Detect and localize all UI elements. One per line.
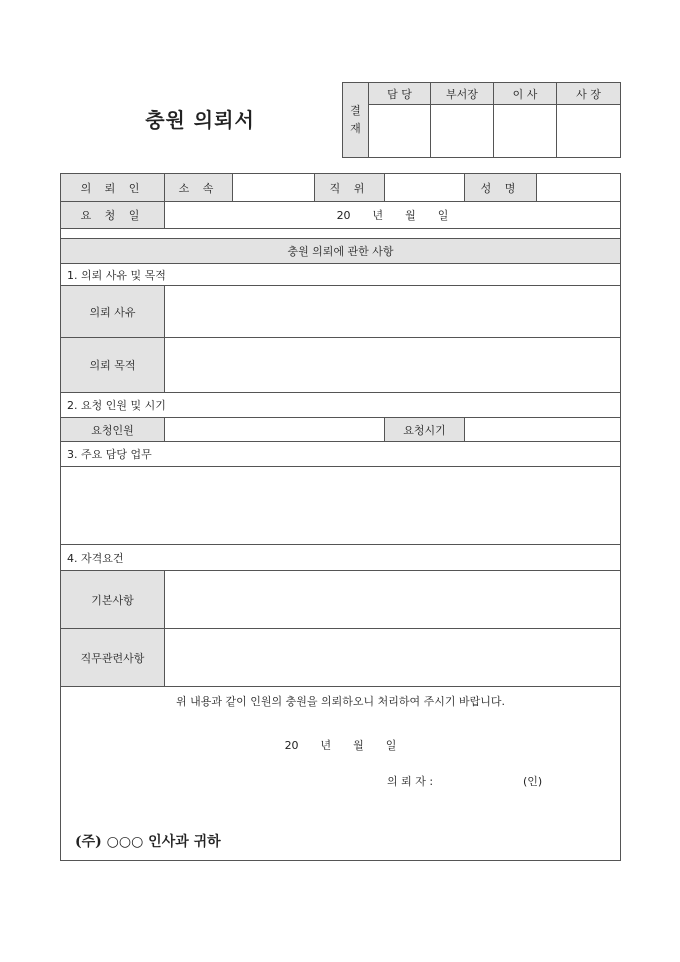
approval-sign-manager[interactable] <box>369 105 431 158</box>
time-field[interactable] <box>465 418 621 442</box>
duties-field[interactable] <box>61 467 621 545</box>
document-title: 충원 의뢰서 <box>145 108 255 132</box>
declaration-date[interactable]: 20 년 월 일 <box>284 739 397 752</box>
section-header: 충원 의뢰에 관한 사항 <box>61 239 621 264</box>
reason-field[interactable] <box>165 286 621 338</box>
job-qual-field[interactable] <box>165 629 621 687</box>
position-field[interactable] <box>385 174 465 202</box>
section3-title: 3. 주요 담당 업무 <box>61 442 621 467</box>
request-date-label: 요 청 일 <box>61 202 165 229</box>
seal-mark[interactable]: (인) <box>523 775 543 788</box>
approval-sign-president[interactable] <box>557 105 621 158</box>
approval-sign-department-head[interactable] <box>431 105 494 158</box>
declaration-text: 위 내용과 같이 인원의 충원을 의뢰하오니 처리하여 주시기 바랍니다. <box>176 695 505 708</box>
approval-header-department-head: 부서장 <box>431 83 494 105</box>
count-label: 요청인원 <box>61 418 165 442</box>
section1-title: 1. 의뢰 사유 및 목적 <box>61 264 621 286</box>
purpose-field[interactable] <box>165 338 621 393</box>
request-date-field[interactable]: 20 년 월 일 <box>165 202 621 229</box>
approval-header-president: 사 장 <box>557 83 621 105</box>
request-form-table <box>60 173 621 861</box>
basic-qual-field[interactable] <box>165 571 621 629</box>
basic-qual-label: 기본사항 <box>61 571 165 629</box>
time-label: 요청시기 <box>385 418 465 442</box>
section2-title: 2. 요청 인원 및 시기 <box>61 393 621 418</box>
footer-recipient: (주) ○○○ 인사과 귀하 <box>75 834 221 850</box>
name-field[interactable] <box>537 174 621 202</box>
dept-label: 소 속 <box>165 174 233 202</box>
count-field[interactable] <box>165 418 385 442</box>
section4-title: 4. 자격요건 <box>61 545 621 571</box>
job-qual-label: 직무관련사항 <box>61 629 165 687</box>
purpose-label: 의뢰 목적 <box>61 338 165 393</box>
approval-header-director: 이 사 <box>494 83 557 105</box>
declaration-block <box>61 687 621 861</box>
requester-sign-label: 의 뢰 자 : <box>387 775 434 788</box>
approval-header-manager: 담 당 <box>369 83 431 105</box>
position-label: 직 위 <box>315 174 385 202</box>
name-label: 성 명 <box>465 174 537 202</box>
spacer-row <box>61 229 621 239</box>
approval-table <box>342 82 621 158</box>
approval-label: 결재 <box>343 83 369 158</box>
reason-label: 의뢰 사유 <box>61 286 165 338</box>
dept-field[interactable] <box>233 174 315 202</box>
approval-sign-director[interactable] <box>494 105 557 158</box>
requester-label: 의 뢰 인 <box>61 174 165 202</box>
